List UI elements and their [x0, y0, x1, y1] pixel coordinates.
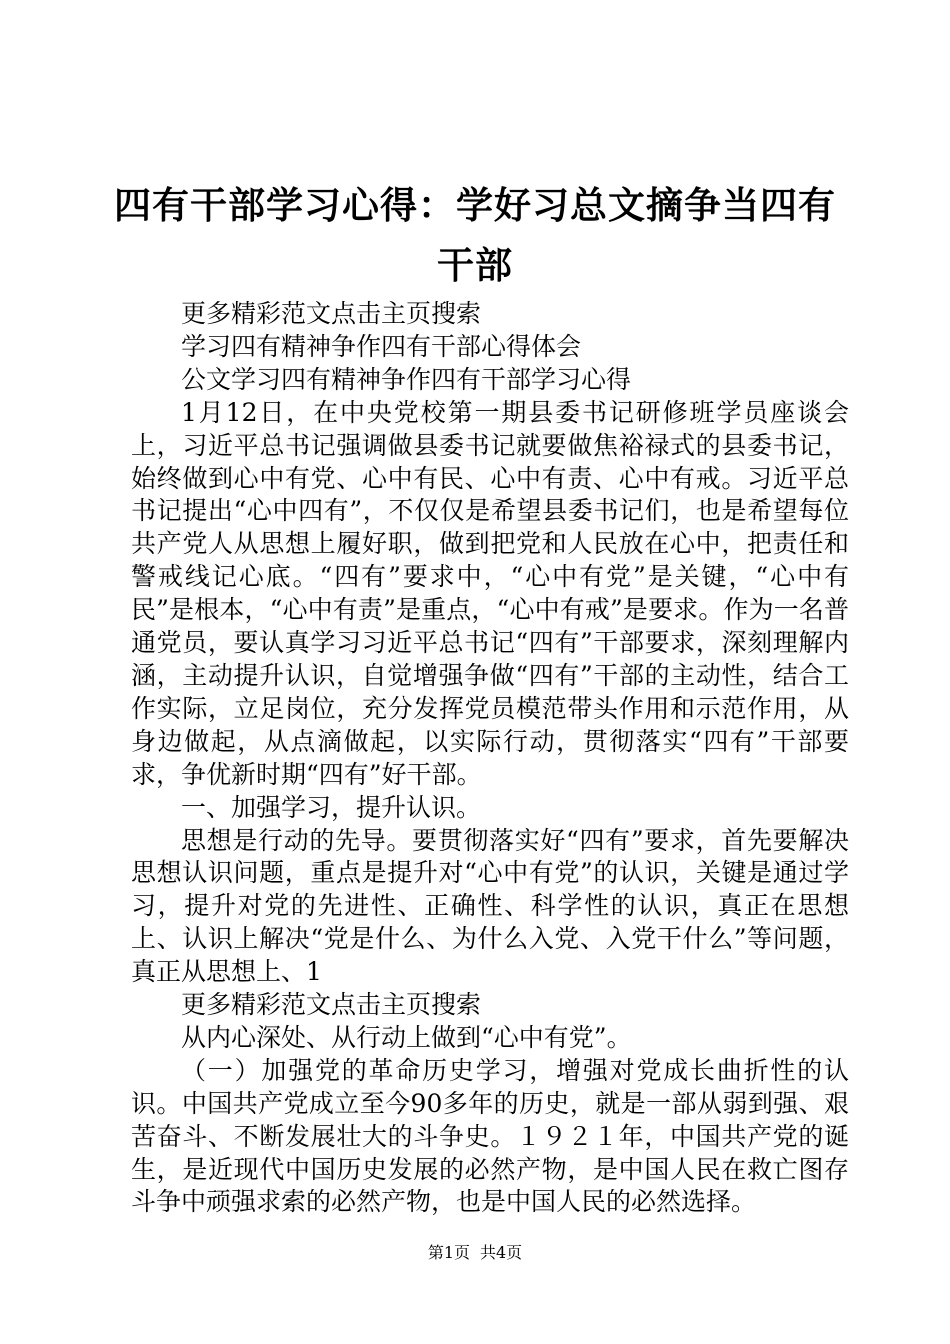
body-paragraph: （一）加强党的革命历史学习，增强对党成长曲折性的认识。中国共产党成立至今90多年的历史，就是一部从弱到强、艰苦奋斗、不断发展壮大的斗争史。１９２１年，中国共产党的诞生，是近现代中国历史发展的必然产物，是中国人民在救亡图存斗争中顽强求索的必然产物，也是中国人民的必然选择。 [131, 1055, 849, 1217]
document-body [131, 298, 849, 1219]
document-title: 四有干部学习心得：学好习总文摘争当四有干部 [114, 184, 836, 287]
body-paragraph: 1月12日，在中央党校第一期县委书记研修班学员座谈会上，习近平总书记强调做县委书记就要做焦裕禄式的县委书记，始终做到心中有党、心中有民、心中有责、心中有戒。习近平总书记提出“心中四有”，不仅仅是希望县委书记们，也是希望每位共产党人从思想上履好职，做到把党和人民放在心中，把责任和警戒线记心底。“四有”要求中，“心中有党”是关键，“心中有民”是根本，“心中有责”是重点，“心中有戒”是要求。作为一名普通党员，要认真学习习近平总书记“四有”干部要求，深刻理解内涵，主动提升认识，自觉增强争做“四有”干部的主动性，结合工作实际，立足岗位，充分发挥党员模范带头作用和示范作用，从身边做起，从点滴做起，以实际行动，贯彻落实“四有”干部要求，争优新时期“四有”好干部。 [131, 397, 849, 789]
page-footer [0, 1242, 950, 1264]
body-paragraph: 思想是行动的先导。要贯彻落实好“四有”要求，首先要解决思想认识问题，重点是提升对“心中有党”的认识，关键是通过学习，提升对党的先进性、正确性、科学性的认识，真正在思想上、认识上解决“党是什么、为什么入党、入党干什么”等问题，真正从思想上、1 [131, 825, 849, 987]
promo-line: 更多精彩范文点击主页搜索 [181, 990, 482, 1020]
body-paragraph: 从内心深处、从行动上做到“心中有党”。 [181, 1022, 632, 1052]
promo-line: 更多精彩范文点击主页搜索 [181, 299, 482, 328]
page-total: 共4页 [480, 1243, 523, 1262]
subtitle-line: 公文学习四有精神争作四有干部学习心得 [181, 364, 632, 394]
subtitle-line: 学习四有精神争作四有干部心得体会 [181, 331, 582, 361]
section-heading: 一、加强学习，提升认识。 [181, 792, 482, 822]
page-number: 第1页 [427, 1243, 470, 1262]
